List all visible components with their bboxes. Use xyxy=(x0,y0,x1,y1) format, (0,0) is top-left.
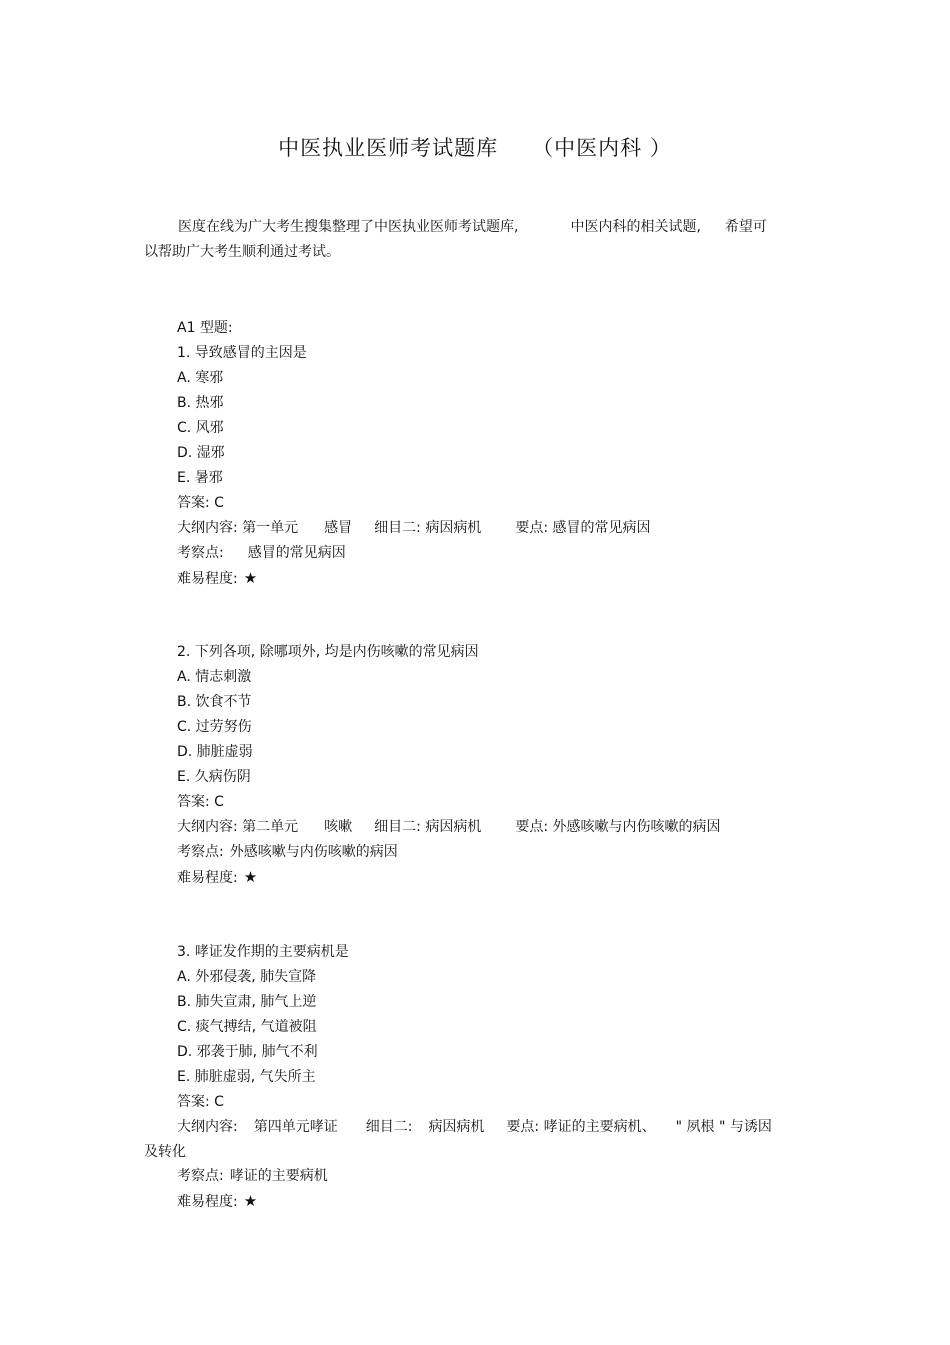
star-icon: ★ xyxy=(243,868,258,886)
outline-detail: 病因病机 xyxy=(428,1119,485,1135)
outline-detail-label: 细目二: xyxy=(365,1119,413,1135)
question-stem: 3. 哮证发作期的主要病机是 xyxy=(177,944,349,960)
difficulty-label: 难易程度: xyxy=(177,571,238,587)
outline xyxy=(177,1117,772,1137)
difficulty xyxy=(177,867,257,888)
answer: 答案: C xyxy=(177,495,224,511)
outline-label: 大纲内容: xyxy=(177,1119,238,1135)
option-b: B. 饮食不节 xyxy=(177,694,252,710)
outline-topic: 咳嗽 xyxy=(324,819,353,835)
option-d: D. 肺脏虚弱 xyxy=(177,744,253,760)
option-c: C. 痰气搏结, 气道被阻 xyxy=(177,1019,317,1035)
kaochadian-value: 哮证的主要病机 xyxy=(229,1168,328,1184)
kaochadian-label: 考察点: xyxy=(177,844,224,860)
answer: 答案: C xyxy=(177,794,224,810)
answer: 答案: C xyxy=(177,1094,224,1110)
page-title xyxy=(0,133,950,163)
option-a: A. 情志刺激 xyxy=(177,669,252,685)
kaochadian-label: 考察点: xyxy=(177,545,224,561)
outline xyxy=(177,518,651,538)
option-c: C. 过劳努伤 xyxy=(177,719,252,735)
option-e: E. 肺脏虚弱, 气失所主 xyxy=(177,1069,316,1085)
difficulty-label: 难易程度: xyxy=(177,1194,238,1210)
option-a: A. 寒邪 xyxy=(177,370,224,386)
star-icon: ★ xyxy=(243,1192,258,1210)
intro-part3: 希望可 xyxy=(724,219,767,235)
kaochadian xyxy=(177,1166,328,1186)
outline-detail: 细目二: 病因病机 xyxy=(374,520,482,536)
option-b: B. 热邪 xyxy=(177,395,224,411)
kaochadian xyxy=(177,543,346,563)
option-d: D. 邪袭于肺, 肺气不利 xyxy=(177,1044,318,1060)
title-main: 中医执业医师考试题库 xyxy=(278,136,499,160)
option-a: A. 外邪侵袭, 肺失宣降 xyxy=(177,969,317,985)
question-stem: 2. 下列各项, 除哪项外, 均是内伤咳嗽的常见病因 xyxy=(177,644,479,660)
outline xyxy=(177,817,721,837)
question-stem: 1. 导致感冒的主因是 xyxy=(177,345,307,361)
outline-unit: 大纲内容: 第二单元 xyxy=(177,819,299,835)
outline-point: 要点: 感冒的常见病因 xyxy=(515,520,651,536)
intro-part1: 医度在线为广大考生搜集整理了中医执业医师考试题库, xyxy=(178,219,519,235)
option-e: E. 久病伤阴 xyxy=(177,769,251,785)
outline-point: 要点: 外感咳嗽与内伤咳嗽的病因 xyxy=(515,819,721,835)
section-label: A1 型题: xyxy=(177,320,233,336)
outline-point-cont: " 夙根 " 与诱因 xyxy=(675,1119,772,1135)
option-c: C. 风邪 xyxy=(177,420,224,436)
kaochadian-label: 考察点: xyxy=(177,1168,224,1184)
title-sub: （中医内科 ） xyxy=(532,136,672,160)
kaochadian xyxy=(177,842,398,862)
option-d: D. 湿邪 xyxy=(177,445,225,461)
outline-point: 要点: 哮证的主要病机、 xyxy=(506,1119,656,1135)
difficulty xyxy=(177,1191,257,1212)
outline-unit: 第四单元哮证 xyxy=(253,1119,338,1135)
outline-unit: 大纲内容: 第一单元 xyxy=(177,520,299,536)
intro-part2: 中医内科的相关试题, xyxy=(570,219,701,235)
difficulty xyxy=(177,568,257,589)
option-e: E. 暑邪 xyxy=(177,470,223,486)
outline-wrap: 及转化 xyxy=(144,1144,186,1160)
difficulty-label: 难易程度: xyxy=(177,870,238,886)
star-icon: ★ xyxy=(243,569,258,587)
intro-line2: 以帮助广大考生顺利通过考试。 xyxy=(144,244,340,260)
kaochadian-value: 外感咳嗽与内伤咳嗽的病因 xyxy=(229,844,398,860)
kaochadian-value: 感冒的常见病因 xyxy=(247,545,346,561)
outline-detail: 细目二: 病因病机 xyxy=(374,819,482,835)
option-b: B. 肺失宣肃, 肺气上逆 xyxy=(177,994,317,1010)
outline-topic: 感冒 xyxy=(324,520,353,536)
intro-paragraph xyxy=(144,215,804,265)
